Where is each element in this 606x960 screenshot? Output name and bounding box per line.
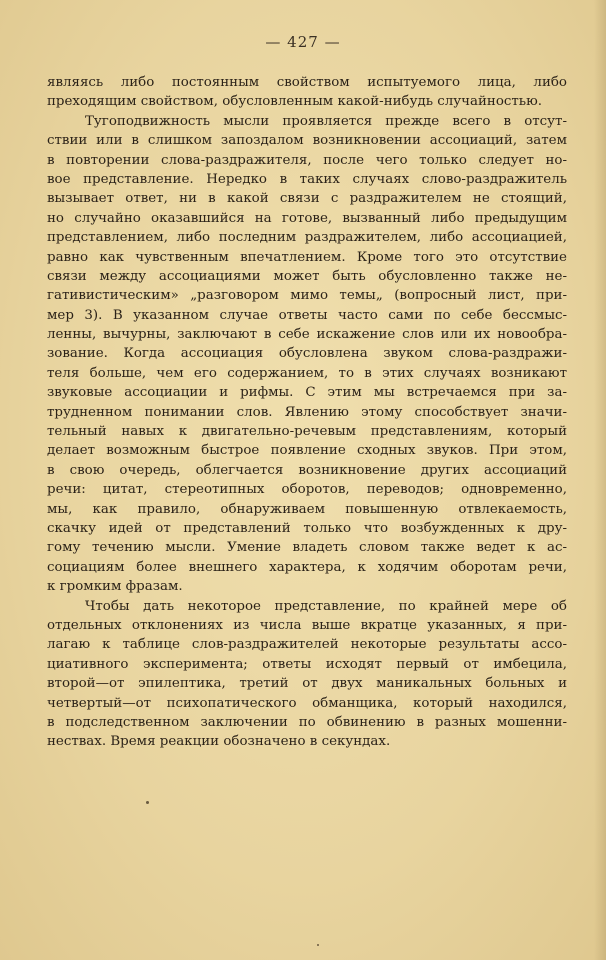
text-line: лагаю к таблице слов-раздражителей некоторые результаты ассо- <box>47 637 567 653</box>
text-line: преходящим свойством, обусловленным какой-нибудь случайностью. <box>47 94 543 110</box>
text-line: связи между ассоциациями может быть обусловленно также не- <box>47 268 567 284</box>
text-line: к громким фразам. <box>47 579 183 595</box>
text-line: гативистическим» „разговором мимо темы„ (вопросный лист, при- <box>47 288 567 304</box>
text-line: теля больше, чем его содержанием, то в этих случаях возникают <box>47 365 567 381</box>
text-line: зование. Когда ассоциация обусловлена звуком слова-раздражи- <box>47 346 567 362</box>
text-line: мер 3). В указанном случае ответы часто сами по себе бессмыс- <box>47 307 567 323</box>
paper-speck <box>146 801 149 804</box>
text-line: ствии или в слишком запоздалом возникновении ассоциаций, затем <box>47 133 567 149</box>
text-line: мы, как правило, обнаруживаем повышенную отвлекаемость, <box>47 501 567 517</box>
text-line: речи: цитат, стереотипных оборотов, переводов; одновременно, <box>47 482 567 498</box>
page-edge-shadow <box>594 0 606 960</box>
text-line: в свою очередь, облегчается возникновение других ассоциаций <box>47 462 567 478</box>
text-line: звуковые ассоциации и рифмы. С этим мы встречаемся при за- <box>47 385 567 401</box>
text-line: но случайно оказавшийся на готове, вызванный либо предыдущим <box>47 210 567 226</box>
text-line: ленны, вычурны, заключают в себе искажение слов или их новообра- <box>47 327 567 343</box>
text-line: вое представление. Нередко в таких случаях слово-раздражитель <box>47 171 567 187</box>
text-line: отдельных отклонениях из числа выше вкратце указанных, я при- <box>47 617 567 633</box>
text-line: являясь либо постоянным свойством испытуемого лица, либо <box>47 75 567 90</box>
text-line: представлением, либо последним раздражителем, либо ассоциацией, <box>47 230 567 246</box>
text-line: нествах. Время реакции обозначено в секундах. <box>47 734 391 750</box>
text-line: тельный навых к двигательно-речевым представлениям, который <box>47 424 567 440</box>
text-line: гому течению мысли. Умение владеть словом также ведет к ас- <box>47 540 567 556</box>
text-line: Чтобы дать некоторое представление, по крайней мере об <box>85 598 567 614</box>
text-line: второй—от эпилептика, третий от двух маникальных больных и <box>47 676 567 692</box>
text-line: циативного эксперимента; ответы исходят первый от имбецила, <box>47 656 567 672</box>
body-text <box>47 73 567 752</box>
text-line: вызывает ответ, ни в какой связи с раздражителем не стоящий, <box>47 191 567 207</box>
text-line: скачку идей от представлений только что возбужденных к дру- <box>47 520 567 536</box>
text-line: социациям более внешнего характера, к ходячим оборотам речи, <box>47 559 567 575</box>
page-number: — 427 — <box>265 33 341 51</box>
text-line: трудненном понимании слов. Явлению этому способствует значи- <box>47 404 567 420</box>
text-line: в подследственном заключении по обвинению в разных мошенни- <box>47 714 567 730</box>
text-line: четвертый—от психопатического обманщика, который находился, <box>47 695 567 711</box>
text-line: Тугоподвижность мысли проявляется прежде всего в отсут- <box>85 113 567 129</box>
text-line: в повторении слова-раздражителя, после чего только следует но- <box>47 152 567 168</box>
text-line: делает возможным быстрое появление сходных звуков. При этом, <box>47 443 567 459</box>
text-line: равно как чувственным впечатлением. Кроме того это отсутствие <box>47 249 567 265</box>
paper-speck <box>317 944 319 946</box>
